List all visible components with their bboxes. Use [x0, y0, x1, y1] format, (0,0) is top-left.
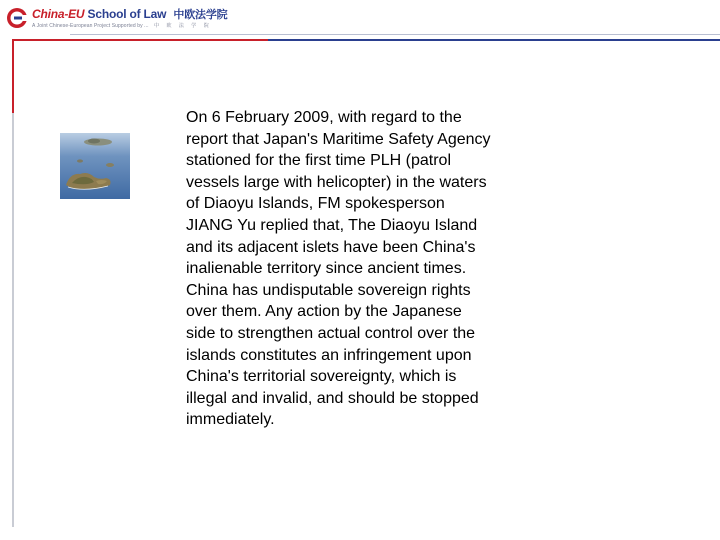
logo-title-blue: School of Law — [87, 7, 167, 21]
logo-subtitle-cn: 中 欧 法 学 院 — [154, 23, 212, 29]
logo-title — [32, 6, 227, 22]
logo-title-cn: 中欧法学院 — [173, 9, 228, 21]
side-rule-red — [12, 41, 14, 113]
header-rule-blue — [268, 39, 720, 41]
islands-photo-image — [60, 133, 130, 199]
logo-title-red: China-EU — [32, 7, 85, 21]
islands-photo — [60, 133, 130, 199]
header-rule-red — [12, 39, 268, 41]
logo-subtitle-en: A Joint Chinese-European Project Supported by ... — [32, 23, 149, 29]
header-rule-thin — [70, 34, 720, 35]
school-logo — [6, 6, 228, 32]
china-eu-logo-icon — [6, 7, 28, 29]
slide-body-text: On 6 February 2009, with regard to the report that Japan's Maritime Safety Agency stationed for the first time PLH (patrol vessels large with helicopter) in the waters of Diaoyu Islands, FM spokesperson JIANG Yu replied that, The Diaoyu Island and its adjacent islets have been China's inalienable territory since ancient times. China has undisputable sovereign rights over them. Any action by the Japanese side to strengthen actual control over the islands constitutes an infringement upon China's territorial sovereignty, which is illegal and invalid, and should be stopped immediately. — [186, 109, 491, 429]
logo-subtitle — [32, 22, 212, 29]
side-rule-gray — [12, 113, 14, 527]
